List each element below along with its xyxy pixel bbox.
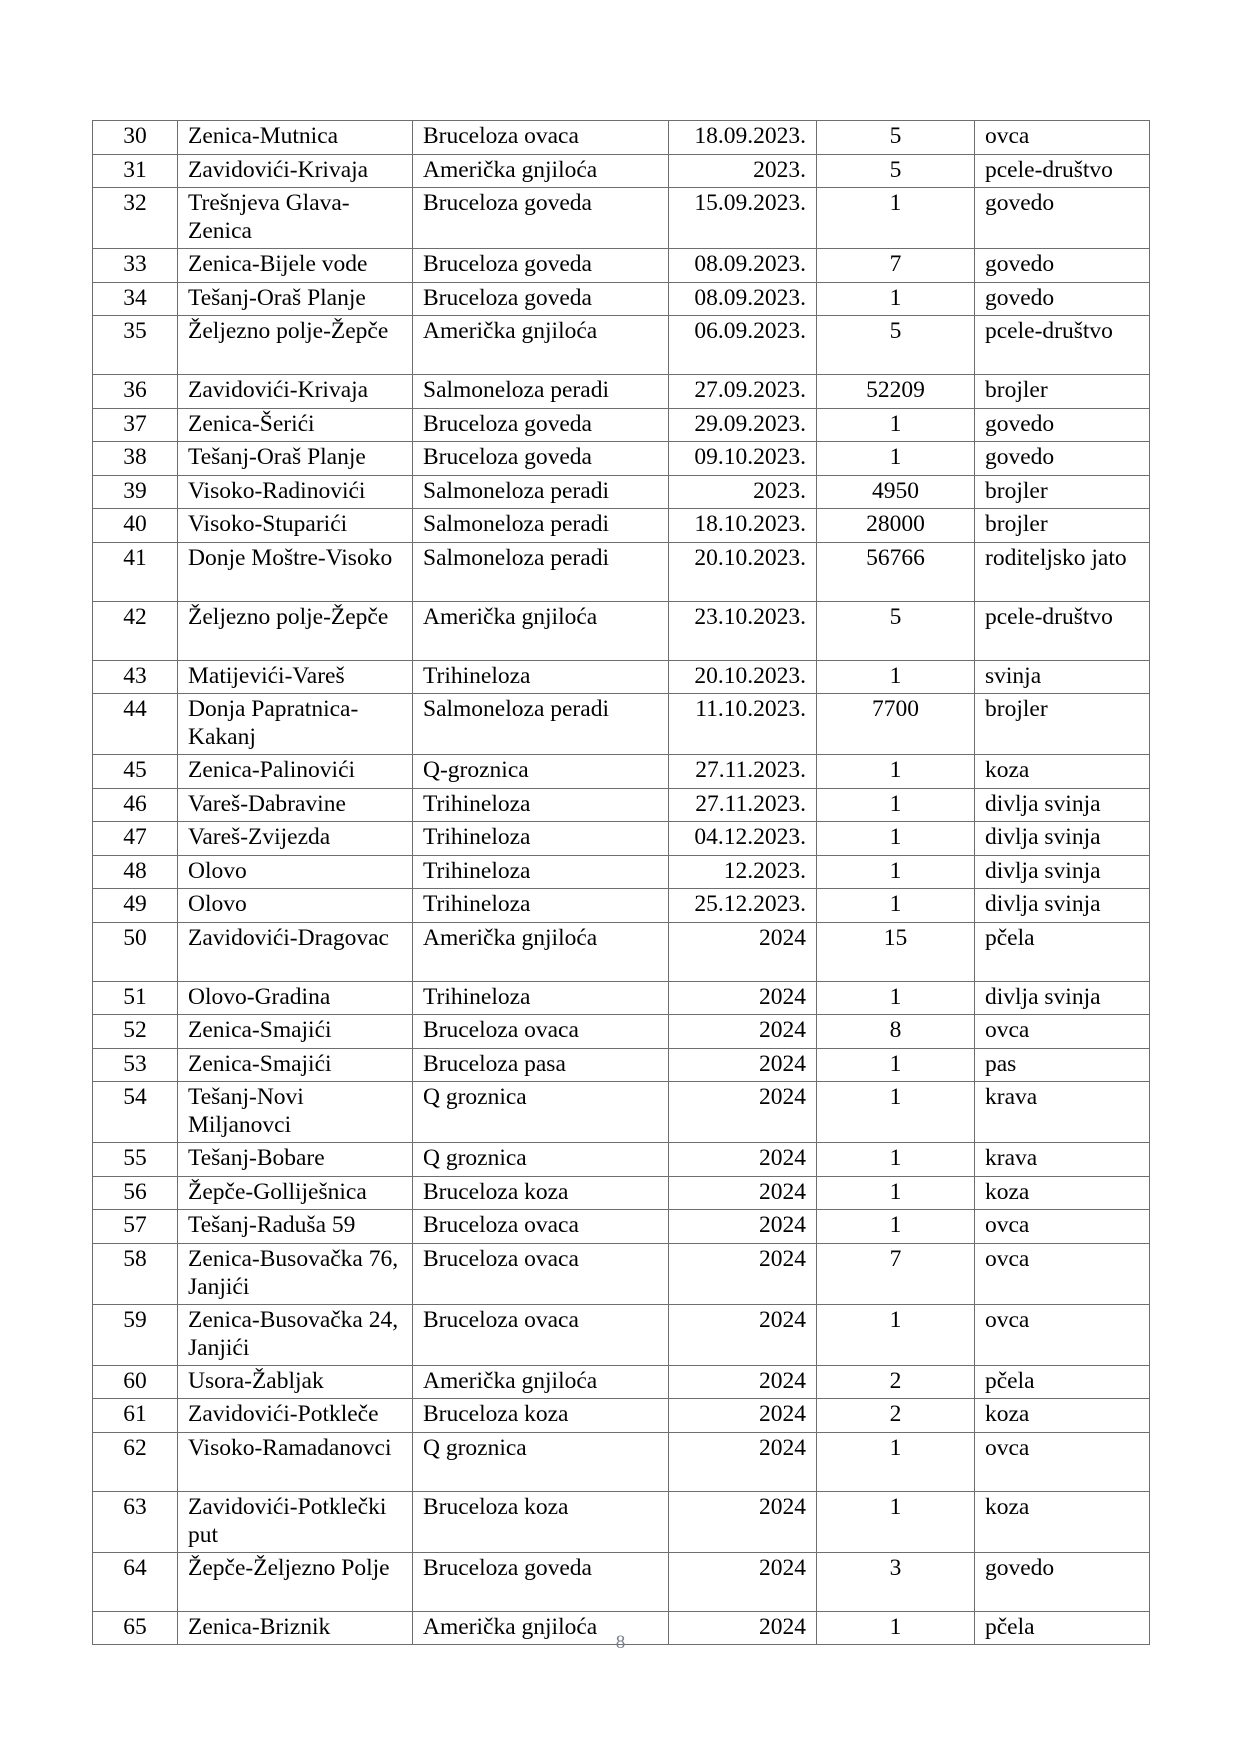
date-cell: 27.11.2023. (669, 788, 817, 822)
disease-cell: Salmoneloza peradi (413, 509, 669, 543)
location-cell: Trešnjeva Glava-Zenica (178, 188, 413, 249)
row-number-cell: 33 (93, 249, 178, 283)
table-row (93, 822, 1150, 856)
count-cell: 52209 (817, 375, 975, 409)
table-row (93, 475, 1150, 509)
date-cell: 08.09.2023. (669, 249, 817, 283)
date-cell: 27.11.2023. (669, 755, 817, 789)
disease-cell: Salmoneloza peradi (413, 542, 669, 601)
location-cell: Zavidovići-Krivaja (178, 154, 413, 188)
table-row (93, 1243, 1150, 1304)
species-cell: ovca (975, 121, 1150, 155)
disease-cell: Američka gnjiloća (413, 1611, 669, 1645)
species-cell: koza (975, 1399, 1150, 1433)
disease-cell: Trihineloza (413, 889, 669, 923)
location-cell: Zenica-Mutnica (178, 121, 413, 155)
disease-cell: Q groznica (413, 1082, 669, 1143)
count-cell: 2 (817, 1399, 975, 1433)
count-cell: 1 (817, 1176, 975, 1210)
table-row (93, 1365, 1150, 1399)
date-cell: 2024 (669, 1243, 817, 1304)
table-row (93, 249, 1150, 283)
table-body (93, 121, 1150, 1645)
species-cell: ovca (975, 1015, 1150, 1049)
row-number-cell: 61 (93, 1399, 178, 1433)
table-row (93, 1399, 1150, 1433)
row-number-cell: 58 (93, 1243, 178, 1304)
table-row (93, 1210, 1150, 1244)
location-cell: Zavidovići-Potklečki put (178, 1491, 413, 1552)
species-cell: ovca (975, 1304, 1150, 1365)
row-number-cell: 36 (93, 375, 178, 409)
species-cell: koza (975, 755, 1150, 789)
row-number-cell: 53 (93, 1048, 178, 1082)
disease-cell: Salmoneloza peradi (413, 475, 669, 509)
table-row (93, 1015, 1150, 1049)
row-number-cell: 46 (93, 788, 178, 822)
date-cell: 11.10.2023. (669, 694, 817, 755)
count-cell: 1 (817, 889, 975, 923)
disease-cell: Q groznica (413, 1143, 669, 1177)
date-cell: 2024 (669, 1210, 817, 1244)
location-cell: Zenica-Bijele vode (178, 249, 413, 283)
disease-cell: Američka gnjiloća (413, 601, 669, 660)
location-cell: Zenica-Busovačka 76, Janjići (178, 1243, 413, 1304)
table-row (93, 121, 1150, 155)
location-cell: Tešanj-Oraš Planje (178, 282, 413, 316)
disease-cell: Bruceloza koza (413, 1176, 669, 1210)
location-cell: Olovo-Gradina (178, 981, 413, 1015)
date-cell: 18.09.2023. (669, 121, 817, 155)
disease-cell: Bruceloza goveda (413, 408, 669, 442)
count-cell: 1 (817, 1143, 975, 1177)
row-number-cell: 64 (93, 1552, 178, 1611)
disease-cell: Američka gnjiloća (413, 922, 669, 981)
count-cell: 8 (817, 1015, 975, 1049)
count-cell: 1 (817, 1304, 975, 1365)
count-cell: 1 (817, 788, 975, 822)
location-cell: Visoko-Ramadanovci (178, 1432, 413, 1491)
disease-cell: Bruceloza ovaca (413, 1243, 669, 1304)
table-row (93, 1082, 1150, 1143)
species-cell: govedo (975, 188, 1150, 249)
table-row (93, 442, 1150, 476)
row-number-cell: 47 (93, 822, 178, 856)
table-row (93, 1176, 1150, 1210)
date-cell: 20.10.2023. (669, 660, 817, 694)
disease-cell: Bruceloza goveda (413, 442, 669, 476)
count-cell: 28000 (817, 509, 975, 543)
count-cell: 2 (817, 1365, 975, 1399)
date-cell: 2023. (669, 475, 817, 509)
count-cell: 56766 (817, 542, 975, 601)
table-row (93, 509, 1150, 543)
location-cell: Visoko-Radinovići (178, 475, 413, 509)
row-number-cell: 38 (93, 442, 178, 476)
species-cell: brojler (975, 475, 1150, 509)
row-number-cell: 51 (93, 981, 178, 1015)
row-number-cell: 56 (93, 1176, 178, 1210)
species-cell: pčela (975, 1365, 1150, 1399)
location-cell: Zenica-Palinovići (178, 755, 413, 789)
row-number-cell: 39 (93, 475, 178, 509)
disease-cell: Američka gnjiloća (413, 1365, 669, 1399)
table-row (93, 316, 1150, 375)
table-row (93, 855, 1150, 889)
location-cell: Tešanj-Raduša 59 (178, 1210, 413, 1244)
count-cell: 5 (817, 316, 975, 375)
table-row (93, 889, 1150, 923)
location-cell: Usora-Žabljak (178, 1365, 413, 1399)
location-cell: Zavidovići-Potkleče (178, 1399, 413, 1433)
location-cell: Zenica-Busovačka 24, Janjići (178, 1304, 413, 1365)
location-cell: Donja Papratnica-Kakanj (178, 694, 413, 755)
location-cell: Zenica-Briznik (178, 1611, 413, 1645)
table-row (93, 1143, 1150, 1177)
location-cell: Tešanj-Oraš Planje (178, 442, 413, 476)
location-cell: Željezno polje-Žepče (178, 601, 413, 660)
date-cell: 2024 (669, 1304, 817, 1365)
row-number-cell: 41 (93, 542, 178, 601)
row-number-cell: 60 (93, 1365, 178, 1399)
location-cell: Žepče-Golliješnica (178, 1176, 413, 1210)
species-cell: divlja svinja (975, 822, 1150, 856)
table-row (93, 922, 1150, 981)
date-cell: 29.09.2023. (669, 408, 817, 442)
table-row (93, 981, 1150, 1015)
species-cell: divlja svinja (975, 981, 1150, 1015)
count-cell: 7700 (817, 694, 975, 755)
date-cell: 06.09.2023. (669, 316, 817, 375)
disease-cell: Trihineloza (413, 822, 669, 856)
row-number-cell: 59 (93, 1304, 178, 1365)
row-number-cell: 42 (93, 601, 178, 660)
row-number-cell: 52 (93, 1015, 178, 1049)
species-cell: brojler (975, 375, 1150, 409)
row-number-cell: 30 (93, 121, 178, 155)
date-cell: 2024 (669, 1399, 817, 1433)
date-cell: 2024 (669, 1552, 817, 1611)
species-cell: govedo (975, 1552, 1150, 1611)
location-cell: Tešanj-Bobare (178, 1143, 413, 1177)
disease-cell: Bruceloza ovaca (413, 1210, 669, 1244)
species-cell: pcele-društvo (975, 601, 1150, 660)
location-cell: Željezno polje-Žepče (178, 316, 413, 375)
row-number-cell: 62 (93, 1432, 178, 1491)
count-cell: 1 (817, 1210, 975, 1244)
species-cell: krava (975, 1143, 1150, 1177)
species-cell: divlja svinja (975, 889, 1150, 923)
species-cell: ovca (975, 1432, 1150, 1491)
count-cell: 1 (817, 1082, 975, 1143)
row-number-cell: 50 (93, 922, 178, 981)
row-number-cell: 55 (93, 1143, 178, 1177)
count-cell: 1 (817, 755, 975, 789)
date-cell: 09.10.2023. (669, 442, 817, 476)
date-cell: 04.12.2023. (669, 822, 817, 856)
count-cell: 5 (817, 601, 975, 660)
disease-cell: Bruceloza koza (413, 1491, 669, 1552)
species-cell: govedo (975, 408, 1150, 442)
date-cell: 2023. (669, 154, 817, 188)
disease-cell: Q-groznica (413, 755, 669, 789)
disease-cell: Bruceloza ovaca (413, 1015, 669, 1049)
location-cell: Donje Moštre-Visoko (178, 542, 413, 601)
date-cell: 12.2023. (669, 855, 817, 889)
date-cell: 2024 (669, 1082, 817, 1143)
species-cell: govedo (975, 249, 1150, 283)
row-number-cell: 37 (93, 408, 178, 442)
location-cell: Matijevići-Vareš (178, 660, 413, 694)
count-cell: 1 (817, 822, 975, 856)
count-cell: 1 (817, 1611, 975, 1645)
date-cell: 2024 (669, 1176, 817, 1210)
date-cell: 2024 (669, 1432, 817, 1491)
table-row (93, 694, 1150, 755)
disease-cell: Trihineloza (413, 855, 669, 889)
count-cell: 1 (817, 282, 975, 316)
date-cell: 2024 (669, 922, 817, 981)
table-row (93, 788, 1150, 822)
row-number-cell: 45 (93, 755, 178, 789)
table-row (93, 1491, 1150, 1552)
row-number-cell: 35 (93, 316, 178, 375)
count-cell: 1 (817, 1432, 975, 1491)
count-cell: 1 (817, 855, 975, 889)
count-cell: 7 (817, 249, 975, 283)
count-cell: 4950 (817, 475, 975, 509)
species-cell: koza (975, 1491, 1150, 1552)
count-cell: 7 (817, 1243, 975, 1304)
row-number-cell: 54 (93, 1082, 178, 1143)
disease-cell: Bruceloza goveda (413, 1552, 669, 1611)
location-cell: Visoko-Stuparići (178, 509, 413, 543)
count-cell: 1 (817, 442, 975, 476)
date-cell: 15.09.2023. (669, 188, 817, 249)
species-cell: pas (975, 1048, 1150, 1082)
location-cell: Vareš-Dabravine (178, 788, 413, 822)
row-number-cell: 65 (93, 1611, 178, 1645)
row-number-cell: 49 (93, 889, 178, 923)
disease-cell: Trihineloza (413, 981, 669, 1015)
count-cell: 1 (817, 1491, 975, 1552)
location-cell: Tešanj-Novi Miljanovci (178, 1082, 413, 1143)
count-cell: 1 (817, 660, 975, 694)
count-cell: 1 (817, 981, 975, 1015)
date-cell: 20.10.2023. (669, 542, 817, 601)
disease-cell: Bruceloza goveda (413, 249, 669, 283)
location-cell: Vareš-Zvijezda (178, 822, 413, 856)
species-cell: divlja svinja (975, 855, 1150, 889)
table-row (93, 1304, 1150, 1365)
location-cell: Zenica-Smajići (178, 1015, 413, 1049)
disease-cell: Bruceloza ovaca (413, 1304, 669, 1365)
row-number-cell: 43 (93, 660, 178, 694)
disease-cell: Trihineloza (413, 660, 669, 694)
species-cell: pčela (975, 1611, 1150, 1645)
count-cell: 15 (817, 922, 975, 981)
count-cell: 3 (817, 1552, 975, 1611)
disease-cell: Bruceloza goveda (413, 188, 669, 249)
location-cell: Zenica-Šerići (178, 408, 413, 442)
outbreak-table (92, 120, 1150, 1645)
row-number-cell: 48 (93, 855, 178, 889)
species-cell: roditeljsko jato (975, 542, 1150, 601)
disease-cell: Bruceloza koza (413, 1399, 669, 1433)
date-cell: 25.12.2023. (669, 889, 817, 923)
date-cell: 2024 (669, 981, 817, 1015)
page-number: 8 (615, 1632, 626, 1653)
species-cell: pcele-društvo (975, 154, 1150, 188)
date-cell: 2024 (669, 1015, 817, 1049)
table-row (93, 542, 1150, 601)
species-cell: koza (975, 1176, 1150, 1210)
date-cell: 2024 (669, 1048, 817, 1082)
row-number-cell: 34 (93, 282, 178, 316)
count-cell: 1 (817, 1048, 975, 1082)
disease-cell: Američka gnjiloća (413, 154, 669, 188)
table-row (93, 408, 1150, 442)
count-cell: 5 (817, 154, 975, 188)
row-number-cell: 32 (93, 188, 178, 249)
location-cell: Zenica-Smajići (178, 1048, 413, 1082)
location-cell: Olovo (178, 889, 413, 923)
table-row (93, 282, 1150, 316)
disease-cell: Salmoneloza peradi (413, 375, 669, 409)
disease-cell: Bruceloza pasa (413, 1048, 669, 1082)
location-cell: Zavidovići-Krivaja (178, 375, 413, 409)
row-number-cell: 44 (93, 694, 178, 755)
location-cell: Žepče-Željezno Polje (178, 1552, 413, 1611)
row-number-cell: 31 (93, 154, 178, 188)
species-cell: brojler (975, 694, 1150, 755)
date-cell: 2024 (669, 1611, 817, 1645)
table-row (93, 375, 1150, 409)
date-cell: 23.10.2023. (669, 601, 817, 660)
species-cell: divlja svinja (975, 788, 1150, 822)
table-row (93, 660, 1150, 694)
date-cell: 18.10.2023. (669, 509, 817, 543)
table-row (93, 154, 1150, 188)
species-cell: govedo (975, 442, 1150, 476)
count-cell: 1 (817, 408, 975, 442)
disease-cell: Bruceloza goveda (413, 282, 669, 316)
species-cell: ovca (975, 1243, 1150, 1304)
date-cell: 2024 (669, 1491, 817, 1552)
row-number-cell: 63 (93, 1491, 178, 1552)
date-cell: 2024 (669, 1365, 817, 1399)
count-cell: 1 (817, 188, 975, 249)
location-cell: Olovo (178, 855, 413, 889)
location-cell: Zavidovići-Dragovac (178, 922, 413, 981)
table-row (93, 601, 1150, 660)
date-cell: 08.09.2023. (669, 282, 817, 316)
species-cell: pčela (975, 922, 1150, 981)
species-cell: pcele-društvo (975, 316, 1150, 375)
table-row (93, 188, 1150, 249)
species-cell: govedo (975, 282, 1150, 316)
disease-cell: Salmoneloza peradi (413, 694, 669, 755)
table-row (93, 755, 1150, 789)
table-row (93, 1552, 1150, 1611)
date-cell: 27.09.2023. (669, 375, 817, 409)
row-number-cell: 40 (93, 509, 178, 543)
species-cell: svinja (975, 660, 1150, 694)
species-cell: ovca (975, 1210, 1150, 1244)
disease-cell: Američka gnjiloća (413, 316, 669, 375)
table-row (93, 1432, 1150, 1491)
disease-cell: Q groznica (413, 1432, 669, 1491)
species-cell: krava (975, 1082, 1150, 1143)
disease-cell: Bruceloza ovaca (413, 121, 669, 155)
row-number-cell: 57 (93, 1210, 178, 1244)
date-cell: 2024 (669, 1143, 817, 1177)
table-row (93, 1048, 1150, 1082)
disease-cell: Trihineloza (413, 788, 669, 822)
count-cell: 5 (817, 121, 975, 155)
species-cell: brojler (975, 509, 1150, 543)
